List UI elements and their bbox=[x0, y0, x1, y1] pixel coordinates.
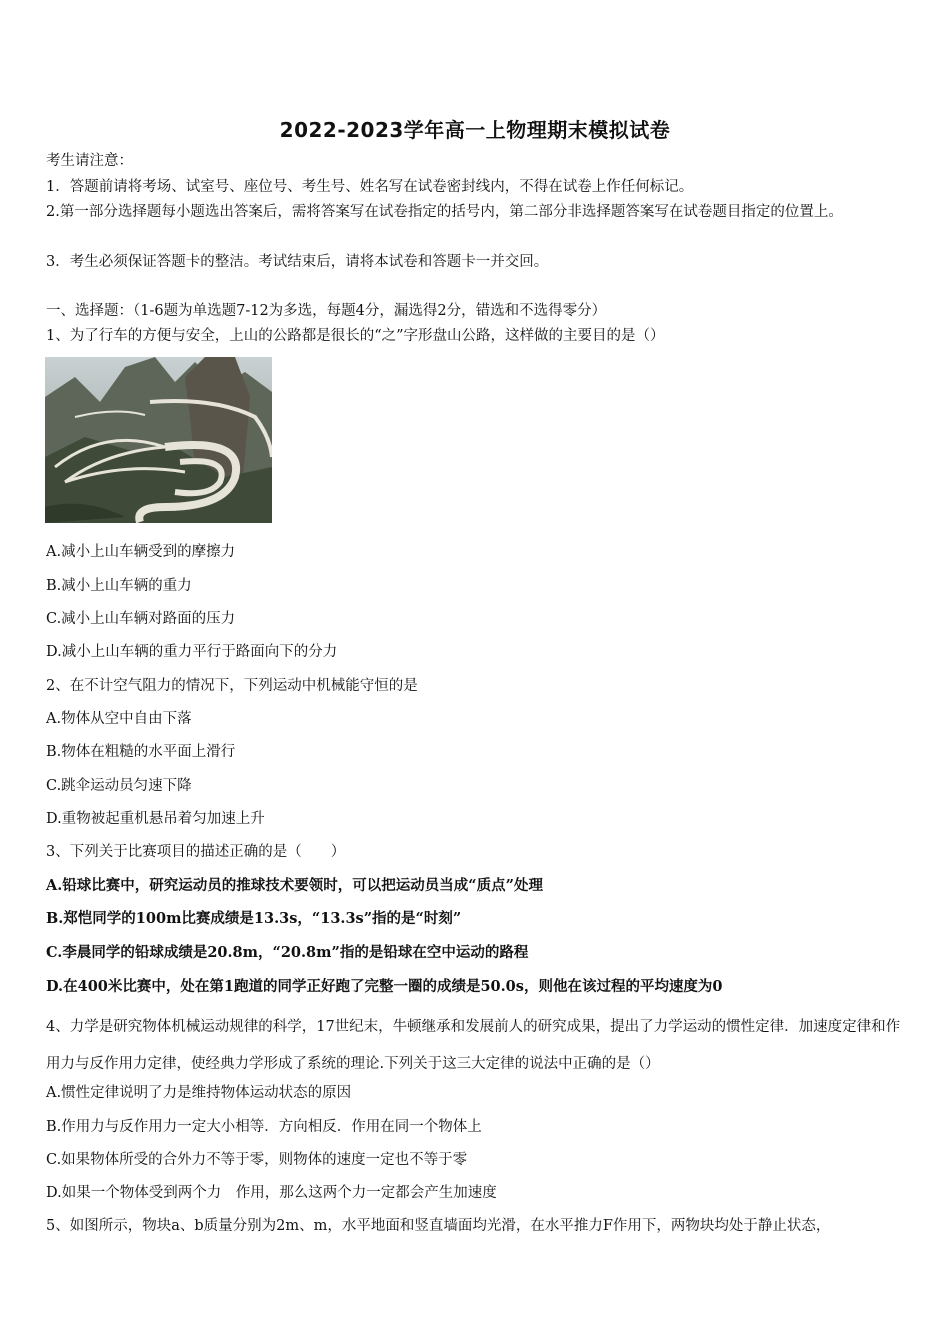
question-2-option-b: B.物体在粗糙的水平面上滑行 bbox=[46, 744, 236, 760]
question-1-option-d: D.减小上山车辆的重力平行于路面向下的分力 bbox=[46, 644, 338, 660]
section-heading: 一、选择题：（1-6题为单选题7-12为多选，每题4分，漏选得2分，错选和不选得零分） bbox=[46, 303, 607, 319]
notice-item-2: 2.第一部分选择题每小题选出答案后，需将答案写在试卷指定的括号内，第二部分非选择题答案写在试卷题目指定的位置上。 bbox=[46, 204, 843, 220]
question-2-option-c: C.跳伞运动员匀速下降 bbox=[46, 778, 192, 794]
question-2-stem: 2、在不计空气阻力的情况下，下列运动中机械能守恒的是 bbox=[46, 678, 418, 694]
question-3-option-d: D.在400米比赛中，处在第1跑道的同学正好跑了完整一圈的成绩是50.0s，则他在该过程的平均速度为0 bbox=[46, 978, 723, 995]
question-1-stem: 1、为了行车的方便与安全，上山的公路都是很长的“之”字形盘山公路，这样做的主要目的是（） bbox=[46, 328, 665, 344]
question-4-option-c: C.如果物体所受的合外力不等于零，则物体的速度一定也不等于零 bbox=[46, 1152, 468, 1168]
question-3-stem: 3、下列关于比赛项目的描述正确的是（ ） bbox=[46, 844, 346, 860]
question-3-option-c: C.李晨同学的铅球成绩是20.8m，“20.8m”指的是铅球在空中运动的路程 bbox=[46, 944, 529, 961]
question-3-option-b: B.郑恺同学的100m比赛成绩是13.3s，“13.3s”指的是“时刻” bbox=[46, 910, 462, 927]
question-4-option-a: A.惯性定律说明了力是维持物体运动状态的原因 bbox=[46, 1085, 352, 1101]
notice-heading: 考生请注意： bbox=[46, 153, 133, 169]
question-5-stem: 5、如图所示，物块a、b质量分别为2m、m，水平地面和竖直墙面均光滑，在水平推力F作用下，两物块均处于静止状态， bbox=[46, 1218, 831, 1234]
mountain-road-photo bbox=[45, 357, 272, 523]
question-1-option-c: C.减小上山车辆对路面的压力 bbox=[46, 611, 236, 627]
notice-item-1: 1．答题前请将考场、试室号、座位号、考生号、姓名写在试卷密封线内，不得在试卷上作任何标记。 bbox=[46, 179, 694, 195]
question-4-option-b: B.作用力与反作用力一定大小相等．方向相反．作用在同一个物体上 bbox=[46, 1119, 482, 1135]
question-2-option-d: D.重物被起重机悬吊着匀加速上升 bbox=[46, 811, 265, 827]
question-4-option-d: D.如果一个物体受到两个力 作用，那么这两个力一定都会产生加速度 bbox=[46, 1185, 497, 1201]
notice-item-3: 3．考生必须保证答题卡的整洁。考试结束后，请将本试卷和答题卡一并交回。 bbox=[46, 254, 549, 270]
question-4-stem: 4、力学是研究物体机械运动规律的科学，17世纪末，牛顿继承和发展前人的研究成果，提出了力学运动的惯性定律．加速度定律和作用力与反作用力定律，使经典力学形成了系统的理论.下列关于这三大定律的说法中正确的是（） bbox=[46, 1019, 901, 1072]
question-3-option-a: A.铅球比赛中，研究运动员的推球技术要领时，可以把运动员当成“质点”处理 bbox=[46, 877, 543, 894]
page-title: 2022-2023学年高一上物理期末模拟试卷 bbox=[279, 118, 671, 142]
question-1-option-b: B.减小上山车辆的重力 bbox=[46, 578, 192, 594]
question-2-option-a: A.物体从空中自由下落 bbox=[46, 711, 192, 727]
question-1-option-a: A.减小上山车辆受到的摩擦力 bbox=[46, 544, 236, 560]
